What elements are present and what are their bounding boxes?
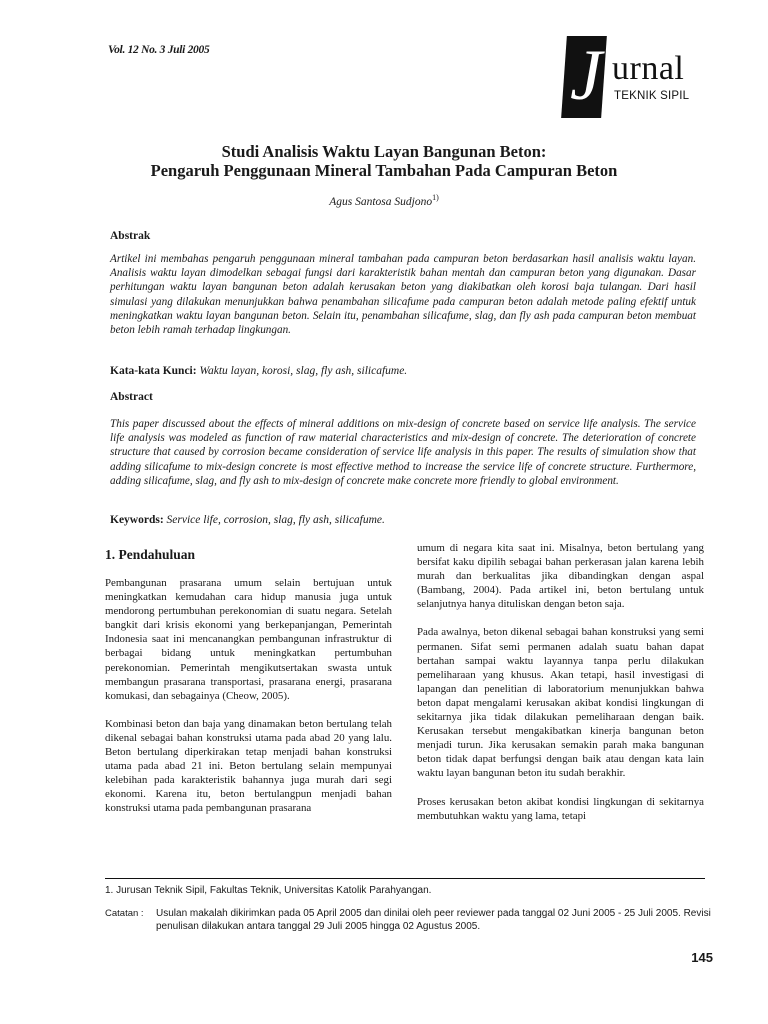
left-column xyxy=(105,576,392,830)
paper-title-line2: Pengaruh Penggunaan Mineral Tambahan Pada Campuran Beton xyxy=(150,161,618,180)
catatan-text: Usulan makalah dikirimkan pada 05 April 2005 dan dinilai oleh peer reviewer pada tanggal 02 Juni 2005 - 25 Juli 2005. Revisi penulisan dilakukan antara tanggal 29 Juli 2005 hingga 02 Agustus 2005. xyxy=(156,908,711,932)
author xyxy=(100,193,668,208)
kata-kunci-text: Waktu layan, korosi, slag, fly ash, silicafume. xyxy=(199,365,408,377)
abstract-heading: Abstract xyxy=(110,391,153,403)
paragraph: umum di negara kita saat ini. Misalnya, beton bertulang yang bersifat kaku dipilih sebagai bahan perkerasan jalan karena lebih murah dan berkualitas jika dibandingkan dengan aspal (Bambang, 2004). Pada artikel ini, beton bertulang untuk selanjutnya hanya dituliskan dengan beton saja. xyxy=(417,542,704,611)
abstrak-text: Artikel ini membahas pengaruh penggunaan mineral tambahan pada campuran beton berdasarkan hasil analisis waktu layan. Analisis waktu layan dimodelkan sebagai fungsi dari karakteristik bahan mentah dan campuran beton yang digunakan. Dasar perhitungan waktu layan bangunan beton adalah kerusakan beton yang diakibatkan oleh korosi baja tulangan. Dari hasil simulasi yang dilakukan menunjukkan bahwa penambahan silicafume pada campuran beton adalah metode paling efektif untuk meningkatkan waktu layan bangunan beton. Selain itu, penambahan silicafume, slag, dan fly ash pada campuran beton membuat beton lebih ramah terhadap lingkungan. xyxy=(110,253,696,337)
footnote-affiliation: 1. Jurusan Teknik Sipil, Fakultas Teknik, Universitas Katolik Parahyangan. xyxy=(105,885,432,896)
abstract-text: This paper discussed about the effects of mineral additions on mix-design of concrete based on service life analysis. The service life analysis was modeled as function of raw material characteristics and mix-design of concrete. The deterioration of concrete structure that caused by corrosion became consideration of service life analysis in this paper. The results of simulation show that adding silicafume to mix-design concrete is most effective method to increase the service life of concrete structure. Furthermore, adding silicafume, slag, and fly ash to mix-design of concrete make concrete more friendly to global environment. xyxy=(110,418,696,487)
abstrak-heading: Abstrak xyxy=(110,230,151,242)
logo-initial: J xyxy=(570,35,602,115)
footnote-divider xyxy=(105,878,705,879)
keywords xyxy=(110,514,696,526)
journal-logo xyxy=(556,36,716,126)
catatan-label: Catatan : xyxy=(105,908,144,919)
keywords-label: Keywords: xyxy=(110,514,164,526)
right-column xyxy=(417,541,704,837)
paragraph: Pada awalnya, beton dikenal sebagai bahan konstruksi yang semi permanen. Sifat semi permanen adalah suatu bahan dapat bertahan sampai waktu layannya tanpa perlu dilakukan pemeliharaan yang khusus. Akan tetapi, hasil investigasi di lapangan dan penelitian di laboratorium menunjukkan bahwa beton dapat mengalami kerusakan akibat kondisi lingkungan di sekitarnya jika tidak dilakukan pemeliharaan dengan baik. Kerusakan tersebut mengakibatkan kinerja bangunan beton menjadi turun. Jika kerusakan semakin parah maka bangunan beton tidak dapat berfungsi dengan baik atau dengan kata lain waktu layan bangunan beton itu sudah berakhir. xyxy=(417,626,704,780)
kata-kunci xyxy=(110,365,696,377)
author-affiliation-mark: 1) xyxy=(432,193,439,202)
kata-kunci-label: Kata-kata Kunci: xyxy=(110,365,197,377)
logo-wordmark: urnal xyxy=(612,50,685,87)
journal-volume: Vol. 12 No. 3 Juli 2005 xyxy=(108,44,210,56)
paragraph: Pembangunan prasarana umum selain bertujuan untuk meningkatkan kemudahan cara hidup manusia juga untuk mendorong pertumbuhan perekonomian di suatu negara. Setelah bangkit dari krisis ekonomi yang berkepanjangan, Pemerintah Indonesia saat ini mencanangkan pembangunan infrastruktur di berbagai bidang untuk meningkatkan pertumbuhan perekonomian. Pemerintah mengikutsertakan swasta untuk membangun prasarana transportasi, prasarana energi, prasarana komukasi, dan sebagainya (Cheow, 2005). xyxy=(105,577,392,702)
page-number: 145 xyxy=(691,950,713,965)
logo-subtitle: TEKNIK SIPIL xyxy=(614,90,690,102)
paper-title-line1: Studi Analisis Waktu Layan Bangunan Beton: xyxy=(221,142,547,161)
author-name: Agus Santosa Sudjono xyxy=(329,195,433,208)
paragraph: Proses kerusakan beton akibat kondisi lingkungan di sekitarnya membutuhkan waktu yang lama, tetapi xyxy=(417,795,704,822)
keywords-text: Service life, corrosion, slag, fly ash, silicafume. xyxy=(166,514,385,526)
paragraph: Kombinasi beton dan baja yang dinamakan beton bertulang telah dikenal sebagai bahan konstruksi utama pada abad 20 yang lalu. Beton bertulang diperkirakan tetap menjadi bahan konstruksi utama pada abad 21 ini. Beton bertulang selain mempunyai kelebihan pada karakteristik bahannya juga murah dari segi ekonomi. Karena itu, beton bertulangpun menjadi bahan konstruksi utama pada pembangunan prasarana xyxy=(105,717,392,815)
section-heading: 1. Pendahuluan xyxy=(105,547,196,562)
